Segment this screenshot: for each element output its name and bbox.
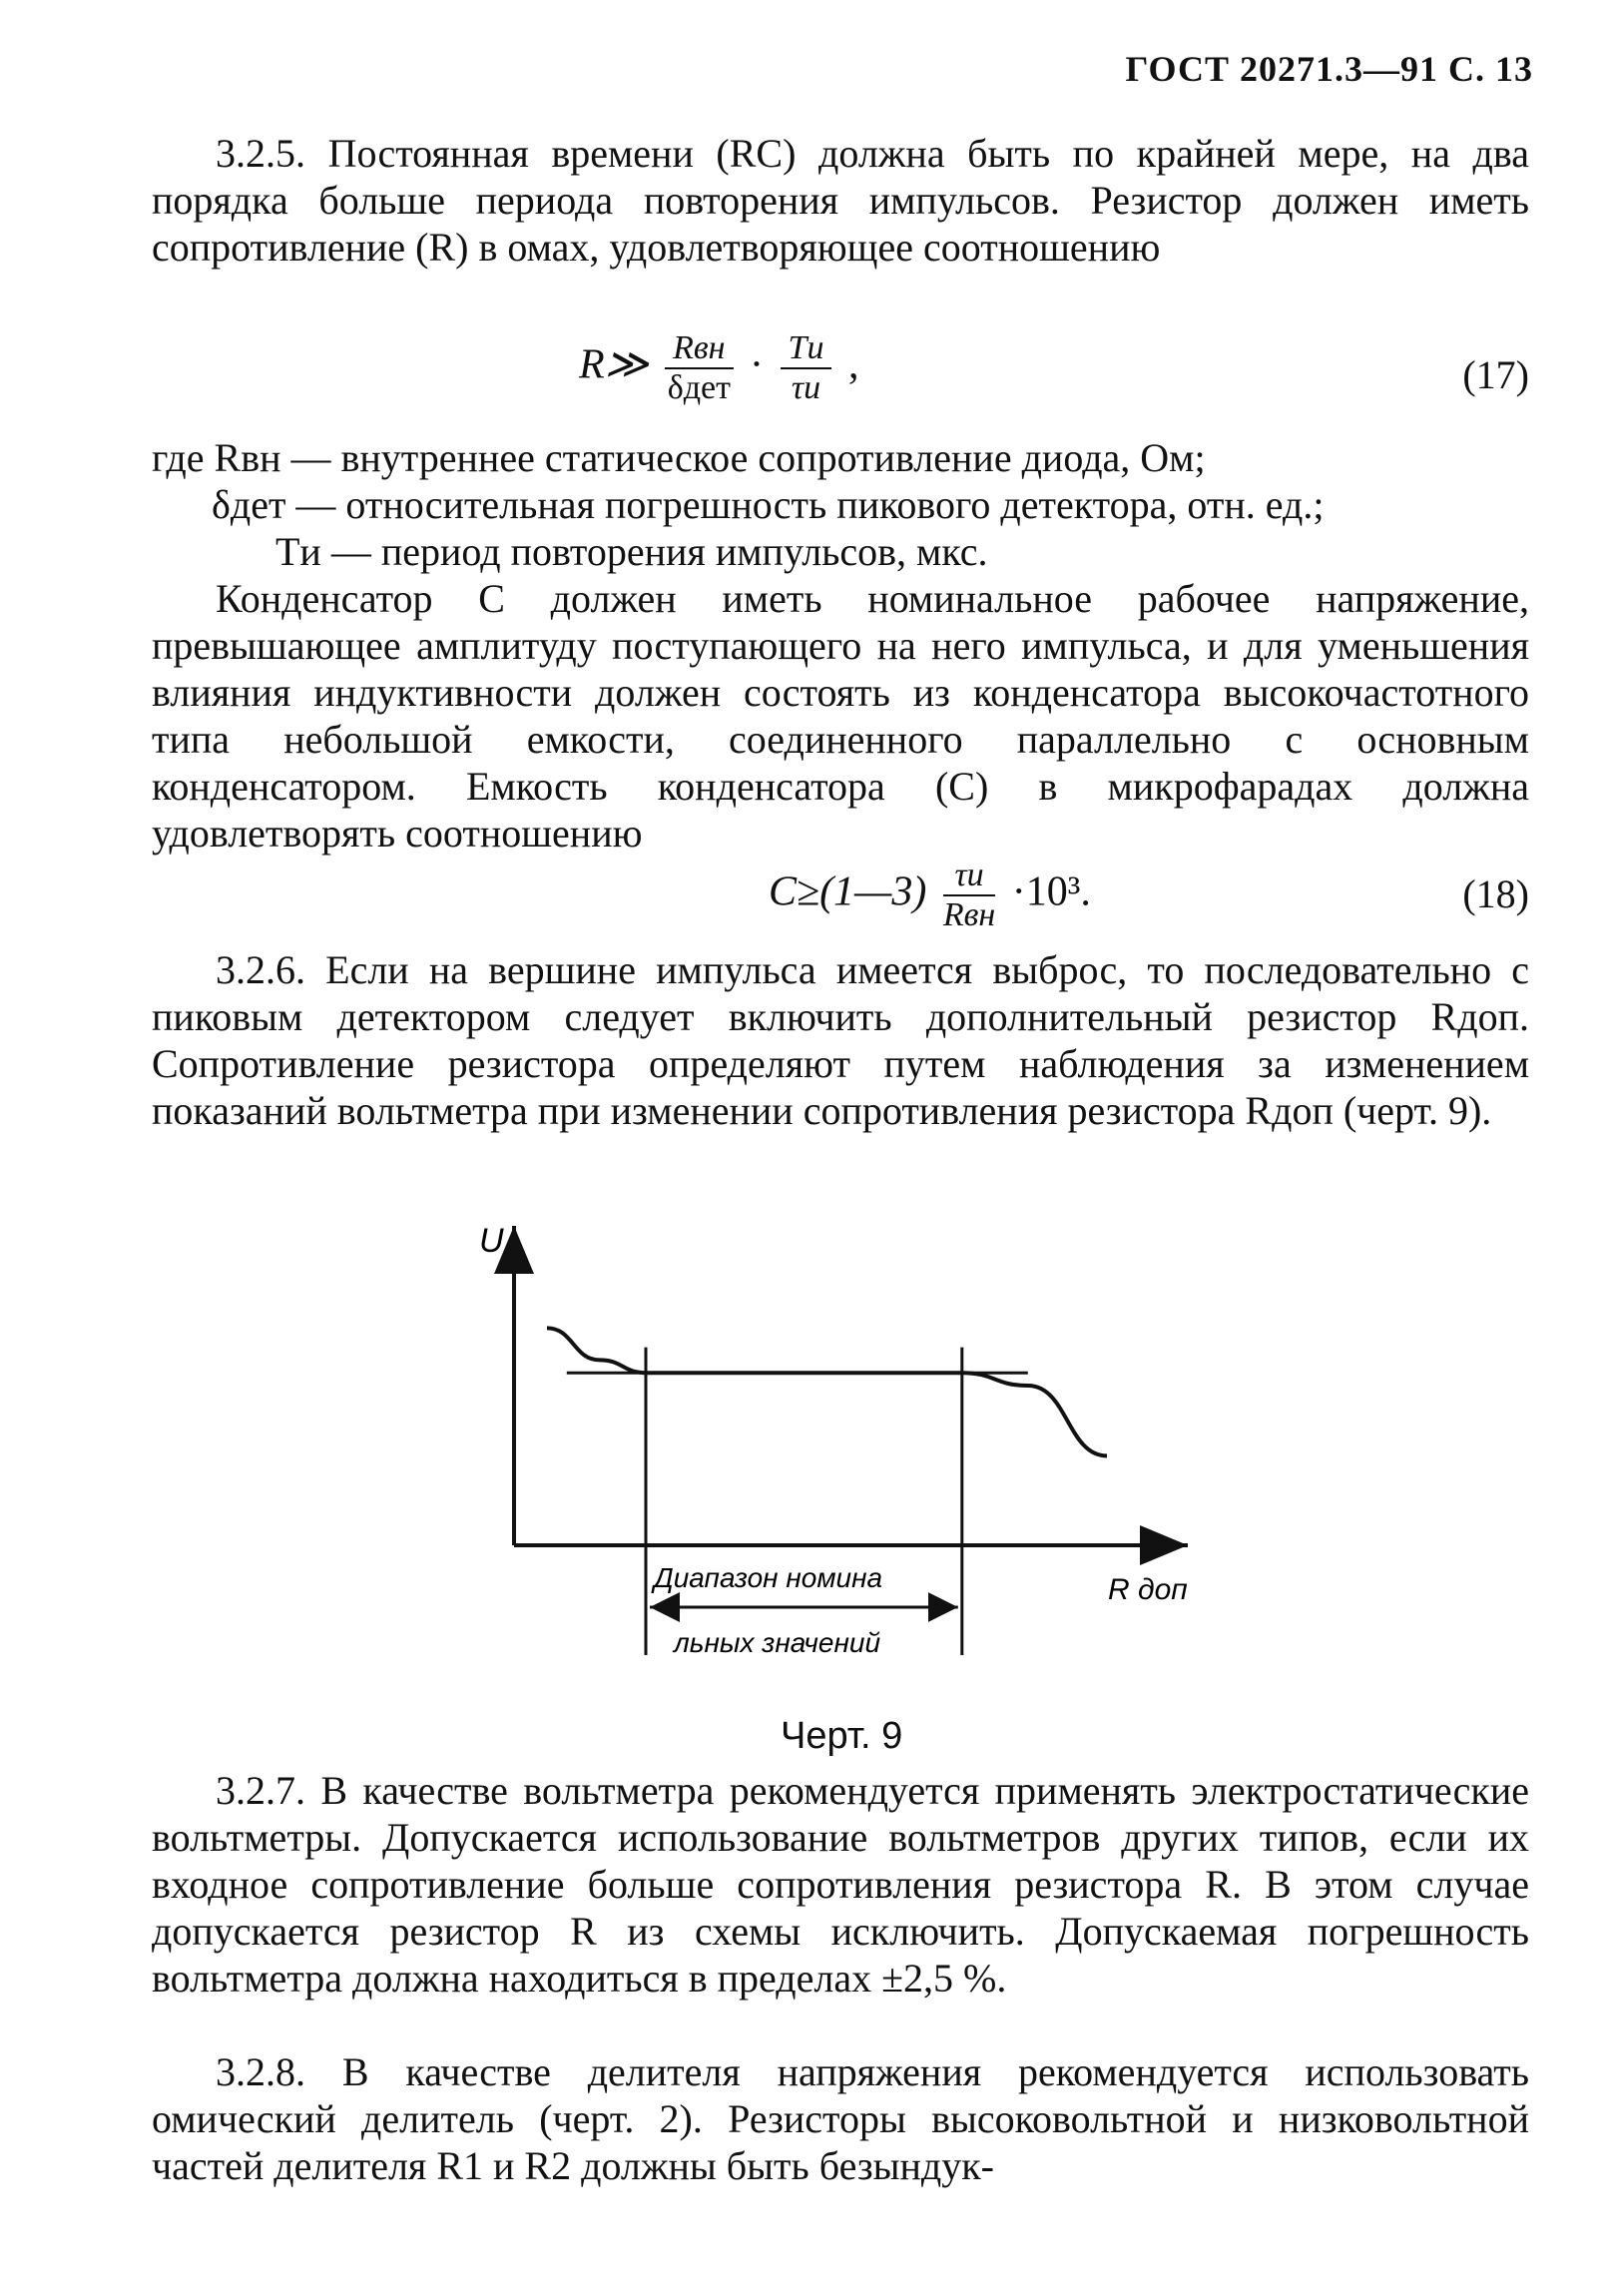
y-axis-label: U — [479, 1222, 504, 1260]
capacitor-paragraph: Конденсатор С должен иметь номинальное рабочее напряжение, превышающее амплитуду поступающего на него импульса, и для уменьшения влияния индуктивности должен состоять из конденсатора высокочастотного типа небольшой емкости, соединенного параллельно с основным конденсатором. Емкость конденсатора (С) в микрофарадах должна удовлетворять соотношению — [152, 576, 1529, 856]
formula-18-lhs: C≥(1—3) — [769, 868, 927, 915]
paragraph-3-2-7: 3.2.7. В качестве вольтметра рекомендуется применять электростатические вольтметры. Допускается использование вольтметров других типов, если их входное сопротивление больше сопротивления резистора R. В этом случае допускается резистор R из схемы исключить. Допускаемая погрешность вольтметра должна находиться в пределах ±2,5 %. — [152, 1768, 1529, 2001]
page-header: ГОСТ 20271.3—91 С. 13 — [1125, 49, 1533, 89]
capacitor-paragraph-block — [152, 575, 1529, 857]
where-line-2: δдет — относительная погрешность пикового детектора, отн. ед.; — [212, 482, 1325, 527]
formula-17-frac1-num: Rвн — [665, 329, 733, 369]
paragraph-3-2-5: 3.2.5. Постоянная времени (RC) должна быть по крайней мере, на два порядка больше периода повторения импульсов. Резистор должен иметь сопротивление (R) в омах, удовлетворяющее соотношению — [152, 131, 1529, 270]
equation-number-17: (17) — [1462, 352, 1529, 397]
figure-9-chart — [469, 1208, 1228, 1727]
figure-9-caption: Черт. 9 — [781, 1715, 903, 1757]
formula-17-dot: · — [750, 341, 765, 388]
section-3-2-6 — [152, 946, 1529, 1134]
formula-18-frac-den: Rвн — [942, 896, 996, 933]
section-3-2-8 — [152, 2048, 1529, 2189]
x-axis-label: R доп — [1108, 1573, 1188, 1606]
formula-17-fraction-2 — [781, 329, 832, 407]
formula-17-lhs: R≫ — [579, 341, 649, 388]
section-3-2-5 — [152, 130, 1529, 271]
paragraph-3-2-6: 3.2.6. Если на вершине импульса имеется выброс, то последовательно с пиковым детектором следует включить дополнительный резистор Rдоп. Сопротивление резистора определяют путем наблюдения за изменением показаний вольтметра при изменении сопротивления резистора Rдоп (черт. 9). — [152, 947, 1529, 1133]
where-line-3: Tи — период повторения импульсов, мкс. — [275, 529, 988, 574]
paragraph-3-2-8: 3.2.8. В качестве делителя напряжения рекомендуется использовать омический делитель (черт. 2). Резисторы высоковольтной и низковольтной частей делителя R1 и R2 должны быть безындук- — [152, 2049, 1529, 2188]
range-label-line-1: Диапазон номина — [654, 1562, 883, 1593]
formula-17-frac1-den: δдет — [667, 369, 731, 406]
formula-18 — [769, 857, 1091, 934]
formula-18-tail: ·10³. — [1011, 868, 1091, 915]
formula-17-frac2-num: Tи — [781, 329, 832, 369]
range-label-line-2: льных значений — [674, 1627, 881, 1658]
formula-17-tail: , — [847, 341, 859, 388]
formula-18-fraction — [943, 857, 995, 934]
section-3-2-7 — [152, 1767, 1529, 2002]
formula-17-frac2-den: τи — [791, 369, 821, 406]
where-line-1: где Rвн — внутреннее статическое сопротивление диода, Ом; — [152, 435, 1206, 480]
series-curve — [547, 1328, 1107, 1455]
equation-number-18: (18) — [1462, 871, 1529, 916]
figure-9 — [469, 1208, 1228, 1727]
formula-17 — [579, 329, 858, 407]
formula-18-frac-num: τи — [943, 857, 995, 896]
formula-17-fraction-1 — [665, 329, 733, 407]
